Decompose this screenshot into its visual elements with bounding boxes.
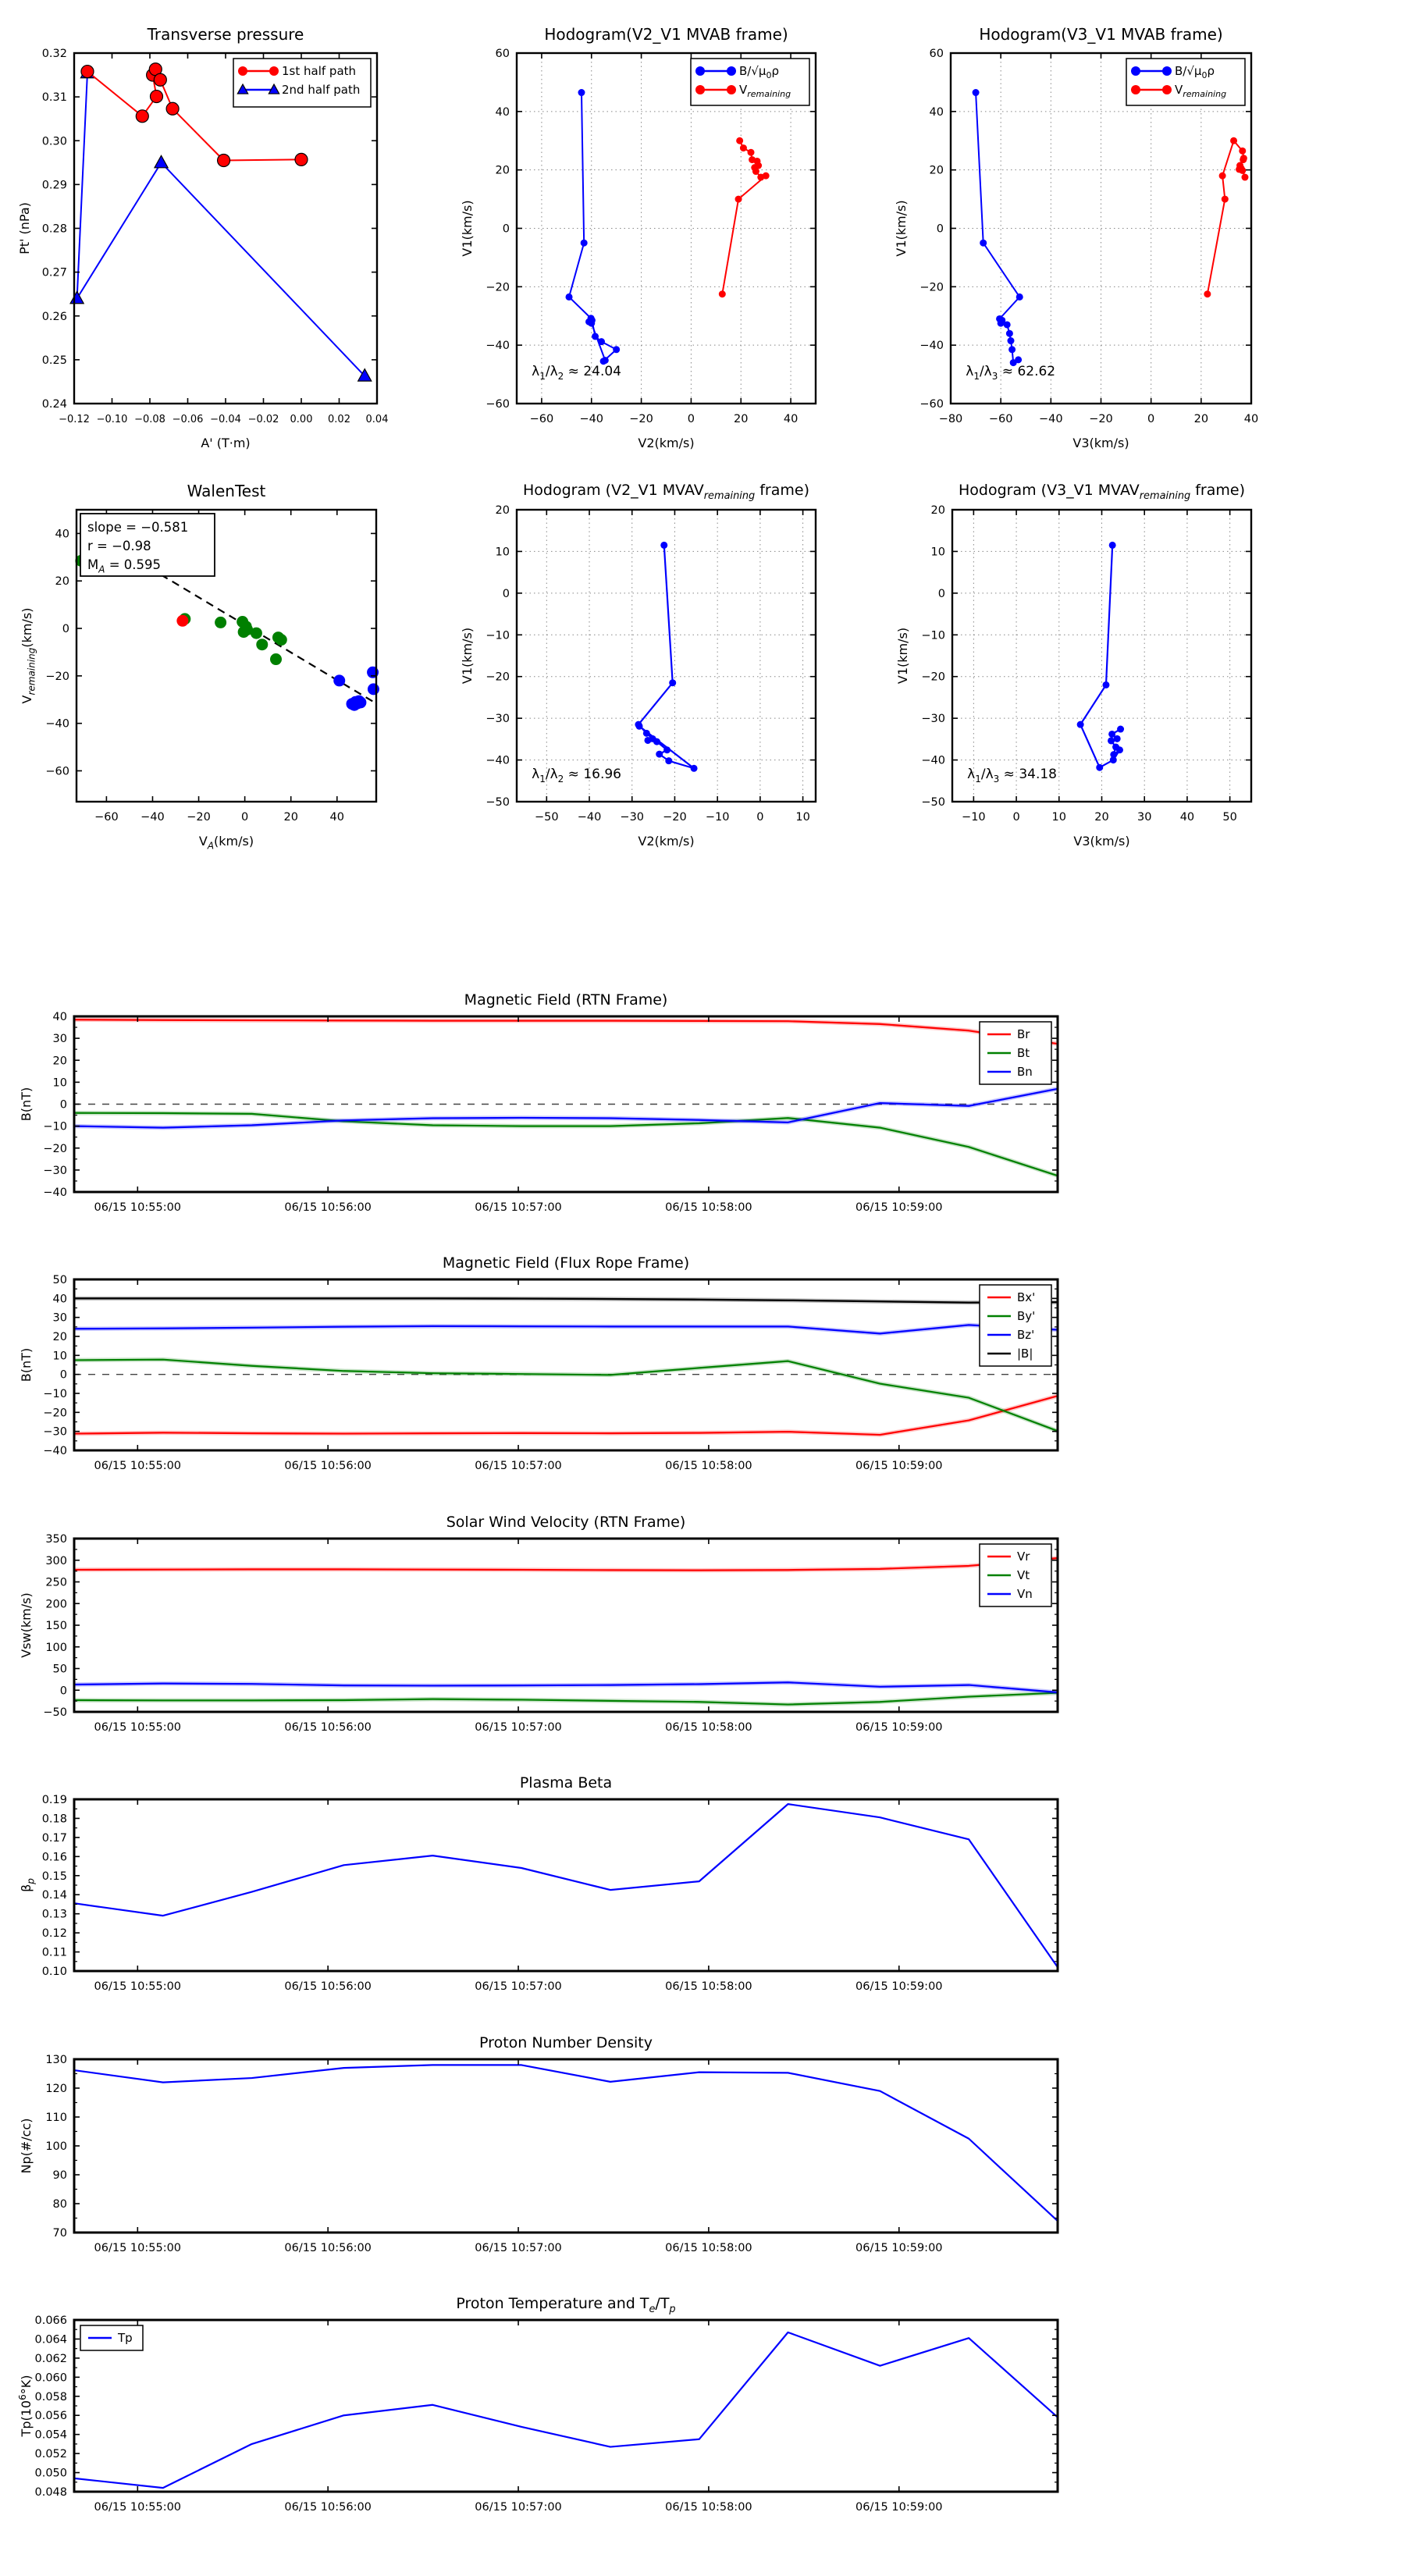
svg-text:−0.02: −0.02	[247, 414, 279, 425]
svg-text:−10: −10	[43, 1120, 67, 1133]
svg-text:−20: −20	[486, 671, 510, 684]
svg-text:20: 20	[52, 1055, 67, 1068]
series-|B|	[74, 1298, 1058, 1302]
svg-text:30: 30	[52, 1311, 67, 1325]
svg-text:06/15 10:55:00: 06/15 10:55:00	[94, 1201, 182, 1214]
svg-text:−20: −20	[486, 281, 510, 294]
svg-text:20: 20	[1094, 811, 1109, 824]
chart-title-hodogram-v2v1-mvab: Hodogram(V2_V1 MVAB frame)	[544, 25, 788, 44]
svg-text:0.10: 0.10	[41, 1966, 67, 1978]
svg-text:0.02: 0.02	[328, 414, 350, 425]
series-beta-p	[74, 1804, 1058, 1967]
svg-text:40: 40	[495, 105, 510, 119]
svg-text:06/15 10:58:00: 06/15 10:58:00	[665, 1460, 752, 1472]
svg-text:0: 0	[936, 222, 944, 236]
chart-title-hodogram-v3v1-mvab: Hodogram(V3_V1 MVAB frame)	[979, 25, 1223, 44]
svg-text:0.17: 0.17	[41, 1831, 67, 1845]
svg-text:0.28: 0.28	[41, 222, 67, 236]
svg-text:−60: −60	[45, 765, 69, 778]
svg-text:06/15 10:57:00: 06/15 10:57:00	[475, 1980, 562, 1993]
svg-text:06/15 10:56:00: 06/15 10:56:00	[284, 2501, 372, 2514]
svg-text:−10: −10	[962, 811, 986, 824]
chart-title-walen-test: WalenTest	[187, 482, 266, 500]
svg-text:30: 30	[1136, 811, 1152, 824]
svg-text:06/15 10:55:00: 06/15 10:55:00	[94, 1460, 182, 1472]
svg-text:Bn: Bn	[1017, 1065, 1033, 1079]
svg-text:06/15 10:58:00: 06/15 10:58:00	[665, 1721, 752, 1734]
svg-text:130: 130	[45, 2054, 67, 2066]
svg-text:−80: −80	[938, 413, 963, 425]
svg-text:50: 50	[52, 1274, 67, 1286]
svg-text:300: 300	[45, 1554, 67, 1567]
svg-text:−50: −50	[921, 796, 945, 809]
svg-text:0.062: 0.062	[34, 2352, 67, 2365]
svg-text:0.27: 0.27	[41, 266, 67, 279]
svg-text:−40: −40	[43, 1445, 67, 1457]
chart-walen-test	[20, 510, 379, 851]
series-Np	[74, 2065, 1058, 2221]
svg-text:06/15 10:57:00: 06/15 10:57:00	[475, 1460, 562, 1472]
svg-text:10: 10	[52, 1350, 67, 1363]
series-Bz'	[74, 1325, 1058, 1333]
svg-text:Vr: Vr	[1017, 1550, 1030, 1564]
chart-title-plasma-beta: Plasma Beta	[519, 1774, 613, 1791]
svg-text:0.064: 0.064	[34, 2333, 67, 2347]
svg-text:150: 150	[45, 1620, 67, 1632]
svg-text:10: 10	[52, 1076, 67, 1090]
svg-text:0: 0	[241, 811, 249, 824]
svg-text:20: 20	[52, 1331, 67, 1343]
legend	[1126, 59, 1245, 105]
svg-text:0.04: 0.04	[365, 414, 389, 425]
series-Tp	[74, 2332, 1058, 2488]
svg-text:0.11: 0.11	[41, 1946, 67, 1959]
chart-proton-temperature	[17, 2314, 1058, 2514]
y-axis-label: $Tp(10^6^\circ K)$	[16, 2375, 34, 2437]
svg-text:−30: −30	[486, 713, 510, 726]
svg-text:10: 10	[930, 546, 945, 559]
x-axis-label: A' (T·m)	[201, 436, 251, 450]
svg-text:40: 40	[52, 1293, 67, 1306]
series-2nd half path	[70, 66, 372, 381]
svg-text:06/15 10:58:00: 06/15 10:58:00	[665, 1201, 752, 1214]
svg-text:Bx': Bx'	[1017, 1290, 1036, 1304]
svg-text:−20: −20	[45, 670, 69, 683]
chart-hodogram-v2v1-mvab	[460, 48, 816, 450]
svg-text:90: 90	[52, 2169, 67, 2182]
series-V remaining	[1204, 137, 1248, 297]
x-axis-label: V2(km/s)	[638, 834, 695, 849]
svg-text:06/15 10:57:00: 06/15 10:57:00	[475, 1721, 562, 1734]
svg-text:0.050: 0.050	[34, 2467, 67, 2480]
svg-text:−0.08: −0.08	[134, 414, 165, 425]
svg-text:0: 0	[1147, 413, 1155, 425]
svg-text:20: 20	[283, 811, 298, 824]
svg-text:−10: −10	[705, 811, 730, 824]
svg-text:−40: −40	[140, 811, 165, 824]
svg-text:−50: −50	[534, 811, 559, 824]
svg-text:06/15 10:59:00: 06/15 10:59:00	[855, 2501, 943, 2514]
chart-plasma-beta	[19, 1794, 1058, 1993]
svg-text:0: 0	[59, 1685, 67, 1698]
svg-text:06/15 10:56:00: 06/15 10:56:00	[284, 1721, 372, 1734]
svg-text:0.32: 0.32	[41, 48, 67, 60]
svg-text:0: 0	[59, 1098, 67, 1112]
chart-title-transverse-pressure: Transverse pressure	[147, 25, 304, 44]
svg-text:10: 10	[495, 546, 510, 559]
svg-text:80: 80	[52, 2198, 67, 2211]
svg-text:0.060: 0.060	[34, 2371, 67, 2385]
svg-text:B/√μ0ρ: $B/√\mu_0\rho$	[1175, 64, 1215, 81]
svg-text:−60: −60	[919, 398, 944, 411]
chart-title-hodogram-v3v1-mvav: Hodogram (V3_V1 $MVAV_{remaining}$ frame)	[959, 482, 1245, 502]
svg-text:−10: −10	[43, 1388, 67, 1400]
legend	[691, 59, 809, 105]
svg-text:−20: −20	[663, 811, 687, 824]
svg-text:0.25: 0.25	[41, 354, 67, 367]
svg-text:−60: −60	[94, 811, 119, 824]
series-Bn	[74, 1089, 1058, 1128]
y-axis-label: V1(km/s)	[460, 200, 475, 257]
svg-text:06/15 10:58:00: 06/15 10:58:00	[665, 2242, 752, 2254]
legend	[980, 1544, 1051, 1606]
svg-text:−60: −60	[486, 398, 510, 411]
chart-transverse-pressure	[17, 48, 388, 450]
svg-text:06/15 10:58:00: 06/15 10:58:00	[665, 2501, 752, 2514]
svg-text:−0.12: −0.12	[59, 414, 90, 425]
svg-text:−40: −40	[919, 340, 944, 353]
y-axis-label: B(nT)	[19, 1347, 34, 1382]
series-Vt	[74, 1693, 1058, 1705]
svg-text:−40: −40	[486, 340, 510, 353]
svg-text:06/15 10:58:00: 06/15 10:58:00	[665, 1980, 752, 1993]
svg-text:−40: −40	[45, 717, 69, 731]
svg-text:0: 0	[937, 587, 945, 600]
svg-text:−20: −20	[1089, 413, 1113, 425]
svg-text:1st half path: 1st half path	[282, 64, 357, 78]
svg-text:Vn: Vn	[1017, 1587, 1033, 1601]
svg-text:−20: −20	[629, 413, 653, 425]
y-axis-label: V1(km/s)	[895, 627, 910, 685]
chart-hodogram-v3v1-mvav	[895, 504, 1251, 849]
svg-text:Vremaining: $V_{remaining}$	[1175, 83, 1227, 100]
svg-text:40: 40	[55, 528, 69, 541]
svg-text:−30: −30	[620, 811, 645, 824]
svg-text:0.14: 0.14	[41, 1889, 67, 1902]
svg-text:0.058: 0.058	[34, 2390, 67, 2403]
svg-text:70: 70	[52, 2227, 67, 2240]
svg-text:30: 30	[52, 1033, 67, 1046]
series-Bx'	[74, 1396, 1058, 1435]
svg-text:20: 20	[495, 164, 510, 177]
series-V remaining	[719, 137, 770, 297]
svg-text:Br: Br	[1017, 1027, 1030, 1041]
axes-ticks	[45, 2054, 1058, 2254]
legend	[80, 2325, 143, 2350]
svg-text:B/√μ0ρ: $B/√\mu_0\rho$	[739, 64, 779, 81]
svg-text:40: 40	[929, 105, 944, 119]
svg-text:20: 20	[734, 413, 749, 425]
svg-text:0.054: 0.054	[34, 2428, 67, 2442]
annotation: $\lambda_1/\lambda_3 \approx 62.62$	[966, 364, 1056, 382]
series-Bt	[74, 1113, 1058, 1176]
svg-text:06/15 10:56:00: 06/15 10:56:00	[284, 2242, 372, 2254]
svg-text:0.052: 0.052	[34, 2448, 67, 2461]
chart-b-rtn	[19, 1011, 1058, 1214]
svg-text:−30: −30	[921, 713, 945, 726]
svg-text:−40: −40	[1039, 413, 1063, 425]
svg-text:20: 20	[55, 575, 69, 589]
series-B/sqrt(mu0 rho)	[566, 89, 621, 365]
series-V remaining hodogram	[635, 542, 697, 772]
svg-text:−10: −10	[921, 629, 945, 642]
chart-hodogram-v3v1-mvab	[894, 48, 1258, 450]
svg-text:06/15 10:56:00: 06/15 10:56:00	[284, 1460, 372, 1472]
svg-text:−60: −60	[988, 413, 1013, 425]
svg-text:−0.06: −0.06	[172, 414, 204, 425]
svg-text:06/15 10:57:00: 06/15 10:57:00	[475, 2501, 562, 2514]
svg-text:06/15 10:57:00: 06/15 10:57:00	[475, 2242, 562, 2254]
svg-text:−20: −20	[187, 811, 211, 824]
svg-text:06/15 10:59:00: 06/15 10:59:00	[855, 1201, 943, 1214]
svg-text:0.12: 0.12	[41, 1927, 67, 1941]
annotation: $\lambda_1/\lambda_3 \approx 34.18$	[967, 767, 1058, 785]
chart-vsw-rtn	[19, 1533, 1058, 1734]
grid	[517, 510, 816, 802]
svg-text:60: 60	[929, 48, 944, 60]
annotation: $\lambda_1/\lambda_2 \approx 24.04$	[532, 364, 622, 382]
svg-text:By': By'	[1017, 1309, 1036, 1323]
y-axis-label: Pt' (nPa)	[17, 202, 32, 254]
svg-text:0: 0	[62, 623, 69, 636]
svg-text:−10: −10	[486, 629, 510, 642]
y-axis-label: V1(km/s)	[894, 200, 909, 257]
chart-title-b-flux-rope: Magnetic Field (Flux Rope Frame)	[442, 1254, 690, 1272]
series-Br	[74, 1019, 1058, 1044]
series-Vr	[74, 1558, 1058, 1571]
legend	[980, 1285, 1051, 1366]
svg-text:0: 0	[59, 1368, 67, 1382]
svg-text:100: 100	[45, 1641, 67, 1654]
svg-text:−40: −40	[921, 754, 945, 767]
svg-text:0.048: 0.048	[34, 2486, 67, 2499]
svg-text:100: 100	[45, 2140, 67, 2153]
svg-text:06/15 10:59:00: 06/15 10:59:00	[855, 1460, 943, 1472]
series-V remaining hodogram	[1077, 542, 1124, 771]
svg-text:06/15 10:57:00: 06/15 10:57:00	[475, 1201, 562, 1214]
svg-text:120: 120	[45, 2083, 67, 2095]
chart-title-proton-temperature: Proton Temperature and $T_e/T_p$	[456, 2295, 676, 2315]
svg-text:−0.10: −0.10	[96, 414, 128, 425]
y-axis-label: $\beta_p$	[19, 1878, 37, 1892]
svg-text:0.15: 0.15	[41, 1870, 67, 1883]
svg-text:r = −0.98: r = −0.98	[87, 539, 151, 553]
svg-text:−50: −50	[486, 796, 510, 809]
svg-text:0.24: 0.24	[41, 398, 67, 411]
svg-text:−20: −20	[43, 1142, 67, 1155]
svg-text:−20: −20	[919, 281, 944, 294]
svg-text:06/15 10:56:00: 06/15 10:56:00	[284, 1980, 372, 1993]
chart-title-b-rtn: Magnetic Field (RTN Frame)	[464, 991, 668, 1009]
svg-text:0.19: 0.19	[41, 1794, 67, 1806]
svg-text:slope = −0.581: slope = −0.581	[87, 520, 189, 535]
y-axis-label: V1(km/s)	[460, 627, 475, 685]
x-axis-label: V3(km/s)	[1072, 436, 1129, 450]
svg-text:06/15 10:55:00: 06/15 10:55:00	[94, 2242, 182, 2254]
legend	[980, 1022, 1051, 1084]
svg-text:Vremaining: $V_{remaining}$	[739, 83, 791, 100]
chart-hodogram-v2v1-mvav	[460, 504, 816, 849]
x-axis-label: $V_A(km/s)$	[198, 834, 254, 852]
svg-text:06/15 10:56:00: 06/15 10:56:00	[284, 1201, 372, 1214]
svg-text:06/15 10:59:00: 06/15 10:59:00	[855, 1980, 943, 1993]
svg-text:0.00: 0.00	[290, 414, 313, 425]
chart-title-vsw-rtn: Solar Wind Velocity (RTN Frame)	[446, 1514, 686, 1531]
svg-text:Tp: Tp	[118, 2331, 133, 2345]
svg-text:−0.04: −0.04	[210, 414, 241, 425]
svg-text:Bt: Bt	[1017, 1046, 1030, 1060]
svg-text:40: 40	[783, 413, 799, 425]
svg-text:−30: −30	[43, 1164, 67, 1177]
series-B/sqrt(mu0 rho)	[973, 89, 1023, 366]
svg-text:Bz': Bz'	[1017, 1328, 1035, 1342]
x-axis-label: V2(km/s)	[638, 436, 695, 450]
svg-text:0: 0	[687, 413, 695, 425]
svg-text:−20: −20	[921, 671, 945, 684]
svg-text:−40: −40	[579, 413, 604, 425]
svg-text:06/15 10:55:00: 06/15 10:55:00	[94, 1980, 182, 1993]
svg-text:0.29: 0.29	[41, 179, 67, 192]
svg-text:−40: −40	[486, 754, 510, 767]
svg-text:06/15 10:59:00: 06/15 10:59:00	[855, 2242, 943, 2254]
svg-text:2nd half path: 2nd half path	[282, 83, 361, 97]
svg-text:40: 40	[1243, 413, 1259, 425]
chart-proton-density	[19, 2054, 1058, 2254]
svg-text:0.13: 0.13	[41, 1908, 67, 1921]
axes-ticks	[43, 1533, 1058, 1734]
svg-text:0.066: 0.066	[34, 2314, 67, 2327]
svg-text:|B|: |B|	[1017, 1347, 1033, 1361]
svg-text:−20: −20	[43, 1407, 67, 1420]
svg-text:0: 0	[756, 811, 764, 824]
svg-text:06/15 10:59:00: 06/15 10:59:00	[855, 1721, 943, 1734]
svg-text:20: 20	[1193, 413, 1209, 425]
svg-text:0.31: 0.31	[41, 91, 67, 105]
svg-text:0.18: 0.18	[41, 1813, 67, 1826]
svg-text:06/15 10:55:00: 06/15 10:55:00	[94, 1721, 182, 1734]
svg-text:20: 20	[495, 504, 510, 517]
svg-text:−30: −30	[43, 1425, 67, 1439]
svg-text:10: 10	[795, 811, 810, 824]
svg-text:50: 50	[52, 1663, 67, 1676]
x-axis-label: V3(km/s)	[1073, 834, 1130, 849]
svg-text:40: 40	[329, 811, 345, 824]
svg-text:Vt: Vt	[1017, 1568, 1030, 1582]
legend	[233, 59, 371, 107]
svg-text:110: 110	[45, 2112, 67, 2124]
svg-text:40: 40	[52, 1011, 67, 1023]
svg-text:40: 40	[1179, 811, 1195, 824]
svg-text:−40: −40	[43, 1187, 67, 1199]
chart-b-flux-rope	[19, 1274, 1058, 1472]
series-By'	[74, 1360, 1058, 1431]
svg-text:MA = 0.595: $M_A = 0.595$	[87, 557, 162, 575]
svg-text:0.16: 0.16	[41, 1851, 67, 1864]
svg-text:−50: −50	[43, 1706, 67, 1719]
svg-text:0: 0	[1012, 811, 1020, 824]
svg-text:10: 10	[1051, 811, 1067, 824]
svg-text:−60: −60	[529, 413, 554, 425]
axes-ticks	[34, 2314, 1058, 2514]
chart-title-proton-density: Proton Number Density	[479, 2034, 653, 2051]
svg-text:60: 60	[495, 48, 510, 60]
svg-text:50: 50	[1222, 811, 1237, 824]
y-axis-label: B(nT)	[19, 1087, 34, 1122]
svg-text:06/15 10:55:00: 06/15 10:55:00	[94, 2501, 182, 2514]
svg-text:20: 20	[930, 504, 945, 517]
y-axis-label: $V_{remaining}(km/s)$	[20, 607, 37, 704]
svg-text:200: 200	[45, 1598, 67, 1611]
svg-text:0.26: 0.26	[41, 310, 67, 323]
svg-text:0: 0	[502, 222, 510, 236]
series-component-3	[333, 667, 379, 711]
y-axis-label: Np(#/cc)	[19, 2118, 34, 2174]
annotation: $\lambda_1/\lambda_2 \approx 16.96$	[532, 767, 622, 785]
svg-text:350: 350	[45, 1533, 67, 1546]
series-Vn	[74, 1682, 1058, 1692]
svg-text:0.056: 0.056	[34, 2410, 67, 2423]
y-axis-label: Vsw(km/s)	[19, 1592, 34, 1658]
svg-text:−40: −40	[577, 811, 602, 824]
svg-text:20: 20	[929, 164, 944, 177]
chart-title-hodogram-v2v1-mvav: Hodogram (V2_V1 $MVAV_{remaining}$ frame)	[523, 482, 809, 502]
stats-box	[80, 514, 215, 576]
grid	[952, 510, 1251, 802]
svg-text:250: 250	[45, 1576, 67, 1589]
svg-text:0: 0	[502, 587, 510, 600]
svg-text:0.30: 0.30	[41, 135, 67, 148]
